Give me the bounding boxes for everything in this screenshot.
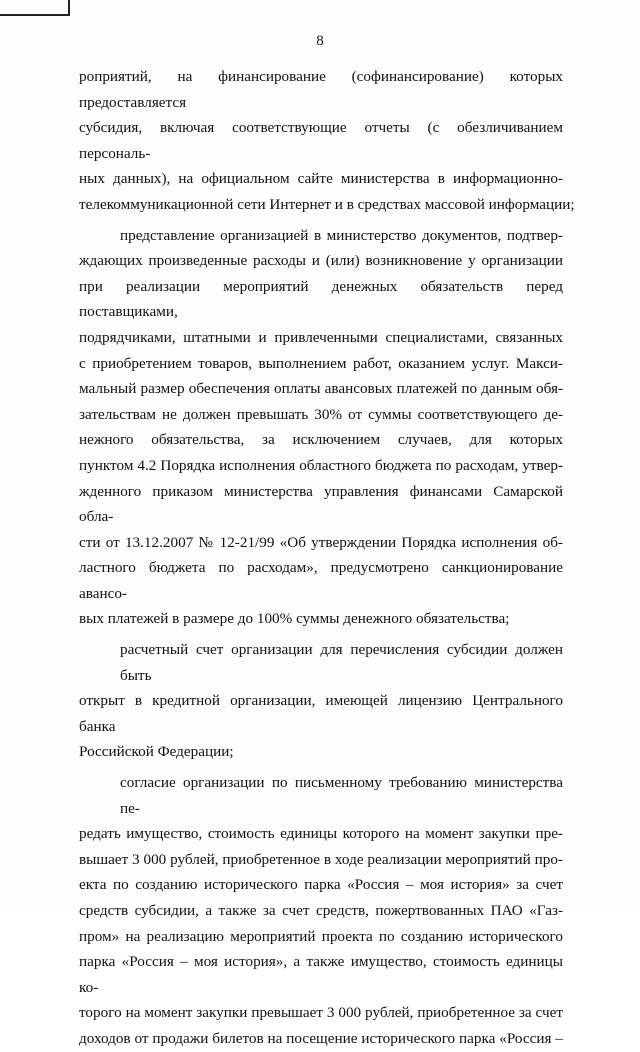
paragraph-property-transfer: [79, 770, 563, 1052]
text-line: парка «Россия – моя история», а также имущество, стоимость единицы ко-: [79, 953, 563, 996]
text-line: ных данных), на официальном сайте министерства в информационно-: [79, 170, 563, 188]
text-line: субсидия, включая соответствующие отчеты (с обезличиванием персональ-: [79, 119, 563, 162]
text-line: телекоммуникационной сети Интернет и в средствах массовой информации;: [79, 195, 575, 213]
page-number: 8: [316, 33, 324, 49]
text-line: вышает 3 000 рублей, приобретенное в ходе реализации мероприятий про-: [79, 850, 563, 868]
text-line: сти от 13.12.2007 № 12-21/99 «Об утверждении Порядка исполнения об-: [79, 533, 563, 551]
text-line: жденного приказом министерства управления финансами Самарской обла-: [79, 482, 563, 526]
text-line: ластного бюджета по расходам», предусмотрено санкционирование авансо-: [79, 559, 563, 602]
text-line: мальный размер обеспечения оплаты авансовых платежей по данным обя-: [79, 380, 563, 398]
text-line: представление организацией в министерство документов, подтвер-: [120, 226, 563, 244]
text-line: при реализации мероприятий денежных обязательств перед поставщиками,: [79, 277, 563, 321]
text-line: доходов от продажи билетов на посещение исторического парка «Россия –: [79, 1029, 563, 1047]
text-line: нежного обязательства, за исключением случаев, для которых: [79, 431, 563, 449]
paragraph-continuation: [79, 64, 575, 218]
text-line: ждающих произведенные расходы и (или) возникновение у организации: [79, 252, 563, 270]
text-line: вых платежей в размере до 100% суммы денежного обязательства;: [79, 610, 510, 628]
text-line: торого на момент закупки превышает 3 000 рублей, приобретенное за счет: [79, 1004, 563, 1022]
text-line: расчетный счет организации для перечисления субсидии должен быть: [120, 641, 563, 684]
paragraph-bank-account: [79, 637, 563, 765]
paragraph-documents: [79, 223, 563, 633]
text-line: с приобретением товаров, выполнением работ, оказанием услуг. Макси-: [79, 354, 563, 372]
text-line: согласие организации по письменному требованию министерства пе-: [120, 774, 563, 817]
text-line: зательствам не должен превышать 30% от суммы соответствующего де-: [79, 405, 563, 423]
text-line: пунктом 4.2 Порядка исполнения областного бюджета по расходам, утвер-: [79, 456, 563, 474]
text-line: пром» на реализацию мероприятий проекта по созданию исторического: [79, 927, 563, 945]
text-line: средств субсидии, а также за счет средств, пожертвованных ПАО «Газ-: [79, 902, 563, 919]
text-line: роприятий, на финансирование (софинансирование) которых предоставляется: [79, 68, 563, 111]
text-line: екта по созданию исторического парка «Россия – моя история» за счет: [79, 876, 563, 894]
text-line: Российской Федерации;: [79, 743, 234, 761]
text-line: редать имущество, стоимость единицы которого на момент закупки пре-: [79, 825, 563, 843]
body-text: [79, 64, 575, 1052]
text-line: открыт в кредитной организации, имеющей лицензию Центрального банка: [79, 692, 563, 735]
text-line: подрядчиками, штатными и привлеченными специалистами, связанных: [79, 328, 563, 346]
scan-corner-mark: [0, 0, 70, 16]
